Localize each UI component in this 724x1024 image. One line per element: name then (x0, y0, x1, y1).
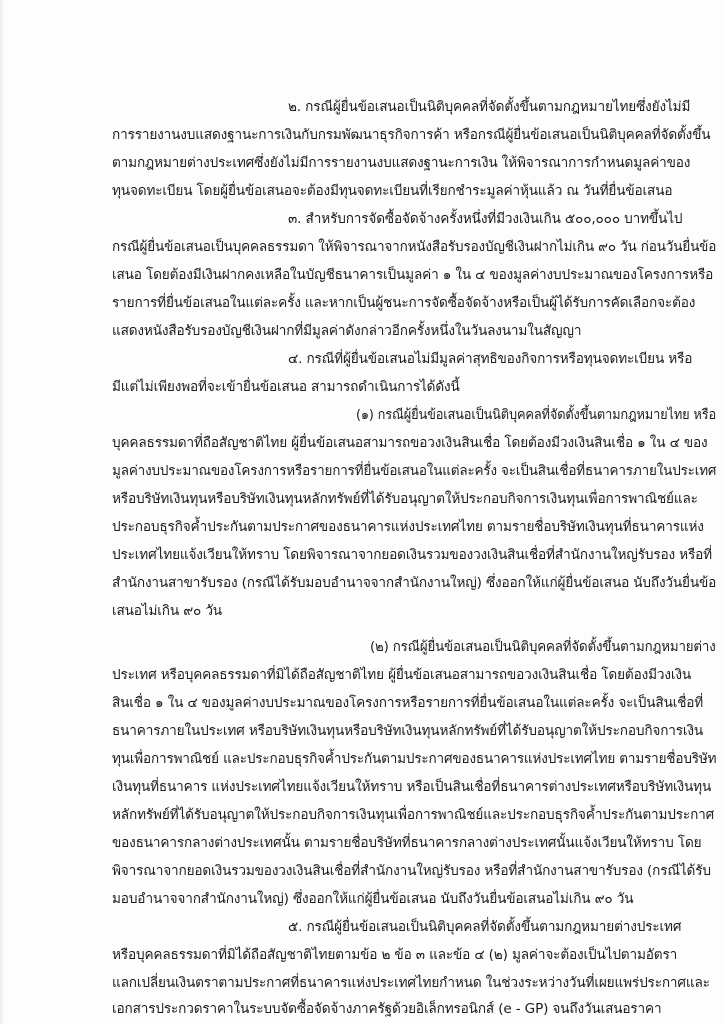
clause-4-1-line-6: ประเทศไทยแจ้งเวียนให้ทราบ โดยพิจารณาจากยอดเงินรวมของวงเงินสินเชื่อที่สำนักงานใหญ่รับรอง หรือที่ (112, 547, 712, 563)
clause-4-2-line-3: สินเชื่อ ๑ ใน ๔ ของมูลค่างบประมาณของโครงการหรือรายการที่ยื่นข้อเสนอในแต่ละครั้ง จะเป็นสินเชื่อที่ (112, 695, 704, 711)
clause-3-line-2: กรณีผู้ยื่นข้อเสนอเป็นบุคคลธรรมดา ให้พิจารณาจากหนังสือรับรองบัญชีเงินฝากไม่เกิน ๙๐ วัน ก่อนวันยื่นข้อ (112, 239, 717, 255)
clause-4-1-line-8: เสนอไม่เกิน ๙๐ วัน (112, 603, 222, 619)
clause-4-2-line-8: ของธนาคารกลางต่างประเทศนั้น ตามรายชื่อบริษัทที่ธนาคารกลางต่างประเทศนั้นแจ้งเวียนให้ทราบ โดย (112, 835, 702, 851)
clause-2-line-4: ทุนจดทะเบียน โดยผู้ยื่นข้อเสนอจะต้องมีทุนจดทะเบียนที่เรียกชำระมูลค่าหุ้นแล้ว ณ วันที่ยื่นข้อเสนอ (112, 183, 673, 199)
clause-4-1-line-3: มูลค่างบประมาณของโครงการหรือรายการที่ยื่นข้อเสนอในแต่ละครั้ง จะเป็นสินเชื่อที่ธนาคารภายในประเทศ (112, 463, 717, 479)
scan-edge-shadow (0, 0, 4, 1024)
clause-5-line-2: หรือบุคคลธรรมดาที่มิได้ถือสัญชาติไทยตามข้อ ๒ ข้อ ๓ และข้อ ๔ (๒) มูลค่าจะต้องเป็นไปตามอัตรา (112, 947, 678, 963)
clause-4-2-line-1: (๒) กรณีผู้ยื่นข้อเสนอเป็นนิติบุคคลที่จัดตั้งขึ้นตามกฎหมายต่าง (370, 639, 716, 655)
clause-5-line-3: แลกเปลี่ยนเงินตราตามประกาศที่ธนาคารแห่งประเทศไทยกำหนด ในช่วงระหว่างวันที่เผยแพร่ประกาศและ (112, 975, 710, 991)
clause-4-2-line-4: ธนาคารภายในประเทศ หรือบริษัทเงินทุนหรือบริษัทเงินทุนหลักทรัพย์ที่ได้รับอนุญาตให้ประกอบกิจการเงิน (112, 723, 704, 739)
clause-4-1-line-5: ประกอบธุรกิจค้ำประกันตามประกาศของธนาคารแห่งประเทศไทย ตามรายชื่อบริษัทเงินทุนที่ธนาคารแห่ง (112, 519, 704, 535)
clause-3-line-1: ๓. สำหรับการจัดซื้อจัดจ้างครั้งหนึ่งที่มีวงเงินเกิน ๕๐๐,๐๐๐ บาทขึ้นไป (288, 211, 683, 227)
clause-4-2-line-6: เงินทุนที่ธนาคาร แห่งประเทศไทยแจ้งเวียนให้ทราบ หรือเป็นสินเชื่อที่ธนาคารต่างประเทศหรือบริษัทเงินทุน (112, 779, 712, 795)
clause-5-line-4: เอกสารประกวดราคาในระบบจัดซื้อจัดจ้างภาครัฐด้วยอิเล็กทรอนิกส์ (e - GP) จนถึงวันเสนอราคา (112, 1001, 662, 1017)
clause-4-2-line-9: พิจารณาจากยอดเงินรวมของวงเงินสินเชื่อที่สำนักงานใหญ่รับรอง หรือที่สำนักงานสาขารับรอง (กรณีได้รับ (112, 863, 711, 879)
clause-4-2-line-2: ประเทศ หรือบุคคลธรรมดาที่มิได้ถือสัญชาติไทย ผู้ยื่นข้อเสนอสามารถขอวงเงินสินเชื่อ โดยต้องมีวงเงิน (112, 667, 691, 683)
clause-4-2-line-10: มอบอำนาจจากสำนักงานใหญ่) ซึ่งออกให้แก่ผู้ยื่นข้อเสนอ นับถึงวันยื่นข้อเสนอไม่เกิน ๙๐ วัน (112, 891, 634, 907)
clause-3-line-3: เสนอ โดยต้องมีเงินฝากคงเหลือในบัญชีธนาคารเป็นมูลค่า ๑ ใน ๔ ของมูลค่างบประมาณของโครงการหรือ (112, 267, 714, 283)
clause-4-1-line-7: สำนักงานสาขารับรอง (กรณีได้รับมอบอำนาจจากสำนักงานใหญ่) ซึ่งออกให้แก่ผู้ยื่นข้อเสนอ นับถึงวันยื่นข้อ (112, 575, 717, 591)
clause-2-line-3: ตามกฎหมายต่างประเทศซึ่งยังไม่มีการรายงานงบแสดงฐานะการเงิน ให้พิจารณาการกำหนดมูลค่าของ (112, 155, 691, 171)
clause-2-line-1: ๒. กรณีผู้ยื่นข้อเสนอเป็นนิติบุคคลที่จัดตั้งขึ้นตามกฎหมายไทยซึ่งยังไม่มี (288, 99, 691, 115)
clause-3-line-5: แสดงหนังสือรับรองบัญชีเงินฝากที่มีมูลค่าดังกล่าวอีกครั้งหนึ่งในวันลงนามในสัญญา (112, 323, 582, 339)
clause-4-line-1: ๔. กรณีที่ผู้ยื่นข้อเสนอไม่มีมูลค่าสุทธิของกิจการหรือทุนจดทะเบียน หรือ (288, 351, 693, 367)
clause-4-1-line-1: (๑) กรณีผู้ยื่นข้อเสนอเป็นนิติบุคคลที่จัดตั้งขึ้นตามกฎหมายไทย หรือ (356, 407, 717, 423)
clause-4-line-2: มีแต่ไม่เพียงพอที่จะเข้ายื่นข้อเสนอ สามารถดำเนินการได้ดังนี้ (112, 379, 460, 395)
clause-3-line-4: รายการที่ยื่นข้อเสนอในแต่ละครั้ง และหากเป็นผู้ชนะการจัดซื้อจัดจ้างหรือเป็นผู้ได้รับการคัดเลือกจะต้อง (112, 295, 696, 311)
clause-5-line-1: ๕. กรณีผู้ยื่นข้อเสนอเป็นนิติบุคคลที่จัดตั้งขึ้นตามกฎหมายต่างประเทศ (288, 919, 682, 935)
clause-4-1-line-4: หรือบริษัทเงินทุนหรือบริษัทเงินทุนหลักทรัพย์ที่ได้รับอนุญาตให้ประกอบกิจการเงินทุนเพื่อการพาณิชย์และ (112, 491, 698, 507)
clause-2-line-2: การรายงานงบแสดงฐานะการเงินกับกรมพัฒนาธุรกิจการค้า หรือกรณีผู้ยื่นข้อเสนอเป็นนิติบุคคลที่จัดตั้งขึ้น (112, 127, 711, 143)
clause-4-2-line-7: หลักทรัพย์ที่ได้รับอนุญาตให้ประกอบกิจการเงินทุนเพื่อการพาณิชย์และประกอบธุรกิจค้ำประกันตามประกาศ (112, 807, 715, 823)
clause-4-2-line-5: ทุนเพื่อการพาณิชย์ และประกอบธุรกิจค้ำประกันตามประกาศของธนาคารแห่งประเทศไทย ตามรายชื่อบริษัท (112, 751, 717, 767)
clause-4-1-line-2: บุคคลธรรมดาที่ถือสัญชาติไทย ผู้ยื่นข้อเสนอสามารถขอวงเงินสินเชื่อ โดยต้องมีวงเงินสินเชื่อ ๑ ใน ๔ ของ (112, 435, 708, 451)
